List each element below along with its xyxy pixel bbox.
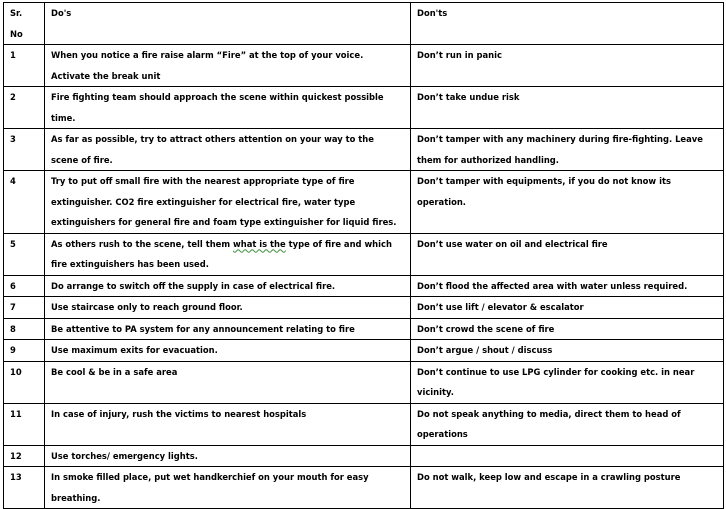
cell-sr: 2 — [4, 87, 45, 129]
cell-sr: 8 — [4, 318, 45, 340]
cell-sr: 6 — [4, 275, 45, 297]
cell-do: Be attentive to PA system for any announcement relating to fire — [45, 318, 411, 340]
table-row — [4, 129, 724, 171]
cell-dont: Don’t use lift / elevator & escalator — [411, 297, 724, 319]
header-donts: Don'ts — [411, 3, 724, 45]
cell-sr: 1 — [4, 45, 45, 87]
cell-dont: Don’t run in panic — [411, 45, 724, 87]
cell-do: Fire fighting team should approach the scene within quickest possible time. — [45, 87, 411, 129]
table-row — [4, 318, 724, 340]
cell-dont: Don’t tamper with any machinery during fire-fighting. Leave them for authorized handling. — [411, 129, 724, 171]
cell-do: Use maximum exits for evacuation. — [45, 340, 411, 362]
table-row — [4, 403, 724, 445]
cell-do: Try to put off small fire with the nearest appropriate type of fire extinguisher. CO2 fire extinguisher for electrical fire, water type extinguishers for general fire and foam type extinguisher for liquid fires. — [45, 171, 411, 234]
cell-do: In smoke filled place, put wet handkerchief on your mouth for easy breathing. — [45, 467, 411, 509]
header-sr-line1: Sr. — [10, 8, 23, 18]
cell-sr: 7 — [4, 297, 45, 319]
cell-sr: 3 — [4, 129, 45, 171]
cell-sr: 9 — [4, 340, 45, 362]
cell-dont: Don’t crowd the scene of fire — [411, 318, 724, 340]
cell-sr: 10 — [4, 361, 45, 403]
table-row — [4, 445, 724, 467]
table-row — [4, 87, 724, 129]
cell-do: Do arrange to switch off the supply in case of electrical fire. — [45, 275, 411, 297]
header-sr-line2: No — [10, 28, 23, 39]
cell-do: Use staircase only to reach ground floor. — [45, 297, 411, 319]
cell-do: As far as possible, try to attract others attention on your way to the scene of fire. — [45, 129, 411, 171]
table-header — [4, 3, 724, 45]
table-row — [4, 171, 724, 234]
table-row — [4, 467, 724, 509]
table-row — [4, 297, 724, 319]
table-row — [4, 275, 724, 297]
table-row — [4, 45, 724, 87]
cell-sr: 5 — [4, 233, 45, 275]
cell-dont: Don’t argue / shout / discuss — [411, 340, 724, 362]
cell-sr: 4 — [4, 171, 45, 234]
cell-dont: Do not speak anything to media, direct them to head of operations — [411, 403, 724, 445]
table-row — [4, 340, 724, 362]
table-body — [4, 45, 724, 509]
cell-do — [45, 233, 411, 275]
cell-do: When you notice a fire raise alarm “Fire” at the top of your voice. Activate the break unit — [45, 45, 411, 87]
cell-dont: Don’t flood the affected area with water unless required. — [411, 275, 724, 297]
header-dos: Do's — [45, 3, 411, 45]
cell-sr: 12 — [4, 445, 45, 467]
cell-dont: Don’t use water on oil and electrical fire — [411, 233, 724, 275]
cell-do: In case of injury, rush the victims to nearest hospitals — [45, 403, 411, 445]
cell-do: Use torches/ emergency lights. — [45, 445, 411, 467]
cell-dont: Don’t tamper with equipments, if you do not know its operation. — [411, 171, 724, 234]
cell-dont: Do not walk, keep low and escape in a crawling posture — [411, 467, 724, 509]
cell-do-text: type of fire and which fire extinguishers has been used. — [51, 238, 392, 269]
header-row — [4, 3, 724, 45]
cell-dont: Don’t take undue risk — [411, 87, 724, 129]
spellcheck-marked-text: what is the — [233, 238, 286, 249]
table-row — [4, 233, 724, 275]
cell-do-text: As others rush to the scene, tell them — [51, 238, 234, 249]
cell-dont: Don’t continue to use LPG cylinder for cooking etc. in near vicinity. — [411, 361, 724, 403]
cell-do: Be cool & be in a safe area — [45, 361, 411, 403]
header-sr-no — [4, 3, 45, 45]
cell-sr: 13 — [4, 467, 45, 509]
cell-sr: 11 — [4, 403, 45, 445]
table-row — [4, 361, 724, 403]
fire-safety-dos-donts-table — [3, 2, 724, 509]
cell-dont — [411, 445, 724, 467]
